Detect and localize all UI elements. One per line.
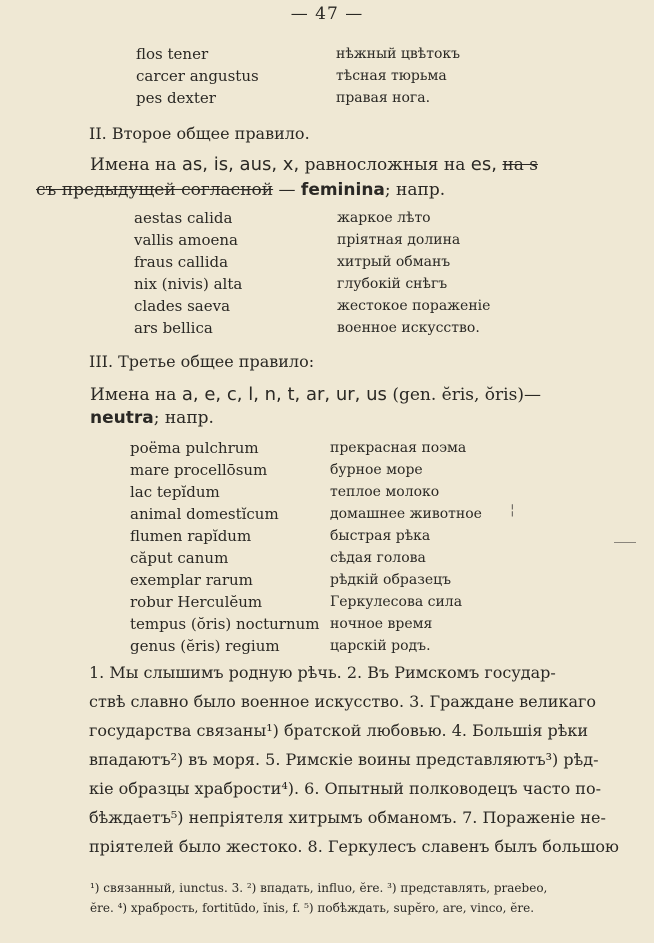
- russian-phrase: пріятная долина: [337, 232, 461, 248]
- russian-phrase: хитрый обманъ: [337, 254, 451, 270]
- rule-endings: a, e, c, l, n, t, ar, ur, us: [181, 384, 387, 405]
- exercise-line: ствѣ славно было военное искусство. 3. Граждане великаго: [89, 692, 597, 711]
- latin-phrase: mare procellōsum: [130, 461, 268, 479]
- rule-3-title: III. Третье общее правило:: [89, 352, 315, 371]
- russian-phrase: глубокій снѣгъ: [337, 276, 448, 292]
- rule-2-title: II. Второе общее правило.: [89, 124, 310, 143]
- latin-phrase: robur Herculĕum: [130, 593, 263, 611]
- exercise-line: бѣждаетъ⁵) непріятеля хитрымъ обманомъ. 7. Пораженіе не-: [89, 808, 606, 827]
- exercise-line: пріятелей было жестоко. 8. Геркулесъ славенъ былъ большою: [89, 837, 619, 856]
- russian-phrase: рѣдкій образецъ: [330, 572, 452, 588]
- latin-phrase: exemplar rarum: [130, 571, 253, 589]
- russian-phrase: ночное время: [330, 616, 433, 632]
- rule-3-line-2: [90, 408, 214, 428]
- russian-phrase: быстрая рѣка: [330, 528, 431, 544]
- russian-phrase: бурное море: [330, 462, 423, 478]
- russian-phrase: домашнее животное: [330, 506, 482, 522]
- russian-phrase: жестокое пораженіе: [337, 298, 491, 314]
- rule-text: ; напр.: [384, 180, 446, 200]
- russian-phrase: прекрасная поэма: [330, 440, 467, 456]
- exercise-line: кіе образцы храбрости⁴). 6. Опытный полководецъ часто по-: [89, 779, 601, 798]
- rule-2-line-1: [90, 154, 538, 175]
- rule-3-line-1: [90, 384, 541, 405]
- russian-phrase: сѣдая голова: [330, 550, 426, 566]
- russian-phrase: нѣжный цвѣтокъ: [336, 46, 461, 62]
- rule-text: ; напр.: [153, 408, 214, 428]
- russian-phrase: теплое молоко: [330, 484, 440, 500]
- exercise-line: государства связаны¹) братской любовью. 4. Большія рѣки: [89, 721, 589, 740]
- rule-text: Имена на: [90, 155, 177, 175]
- russian-phrase: правая нога.: [336, 90, 431, 106]
- latin-phrase: ars bellica: [134, 319, 213, 337]
- latin-phrase: fraus callida: [134, 253, 229, 271]
- latin-phrase: nix (nivis) alta: [134, 275, 243, 293]
- rule-endings: es,: [470, 154, 497, 175]
- russian-phrase: жаркое лѣто: [337, 210, 431, 226]
- latin-phrase: genus (ĕris) regium: [130, 637, 280, 655]
- russian-phrase: Геркулесова сила: [330, 594, 463, 610]
- latin-phrase: clades saeva: [134, 297, 231, 315]
- latin-phrase: pes dexter: [136, 89, 216, 107]
- exercise-line: 1. Мы слышимъ родную рѣчь. 2. Въ Римскомъ государ-: [89, 663, 556, 682]
- rule-2-line-2: [36, 180, 445, 200]
- rule-endings: as, is, aus, x,: [181, 154, 300, 175]
- page-number: — 47 —: [290, 4, 364, 24]
- russian-phrase: военное искусство.: [337, 320, 480, 336]
- footnote-line: ĕre. ⁴) храбрость, fortitūdo, ĭnis, f. ⁵) побѣждать, supĕro, are, vinco, ĕre.: [90, 901, 535, 915]
- latin-phrase: vallis amoena: [134, 231, 238, 249]
- rule-text: —: [278, 180, 296, 200]
- latin-phrase: căput canum: [130, 549, 229, 567]
- gender-term: feminina: [300, 180, 385, 200]
- russian-phrase: царскій родъ.: [330, 638, 431, 654]
- latin-phrase: animal domestĭcum: [130, 505, 279, 523]
- russian-phrase: тѣсная тюрьма: [336, 68, 447, 84]
- struck-text: на s: [502, 155, 538, 175]
- latin-phrase: poëma pulchrum: [130, 439, 259, 457]
- margin-line: [614, 542, 636, 543]
- stray-mark: ¦: [510, 502, 515, 518]
- exercise-line: впадаютъ²) въ моря. 5. Римскіе воины представляютъ³) рѣд-: [89, 750, 599, 769]
- latin-phrase: carcer angustus: [136, 67, 259, 85]
- latin-phrase: tempus (ŏris) nocturnum: [130, 615, 320, 633]
- latin-phrase: lac tepĭdum: [130, 483, 220, 501]
- footnote-line: ¹) связанный, iunctus. 3. ²) впадать, influo, ĕre. ³) представлять, praebeo,: [90, 881, 548, 895]
- genitive-note: (gen. ĕris, ŏris)—: [392, 385, 541, 405]
- latin-phrase: aestas calida: [134, 209, 233, 227]
- rule-text: Имена на: [90, 385, 177, 405]
- rule-text: равносложныя на: [304, 155, 466, 175]
- gender-term: neutra: [90, 408, 154, 428]
- latin-phrase: flumen rapĭdum: [130, 527, 252, 545]
- struck-text: съ предыдущей согласной: [36, 180, 274, 200]
- latin-phrase: flos tener: [136, 45, 209, 63]
